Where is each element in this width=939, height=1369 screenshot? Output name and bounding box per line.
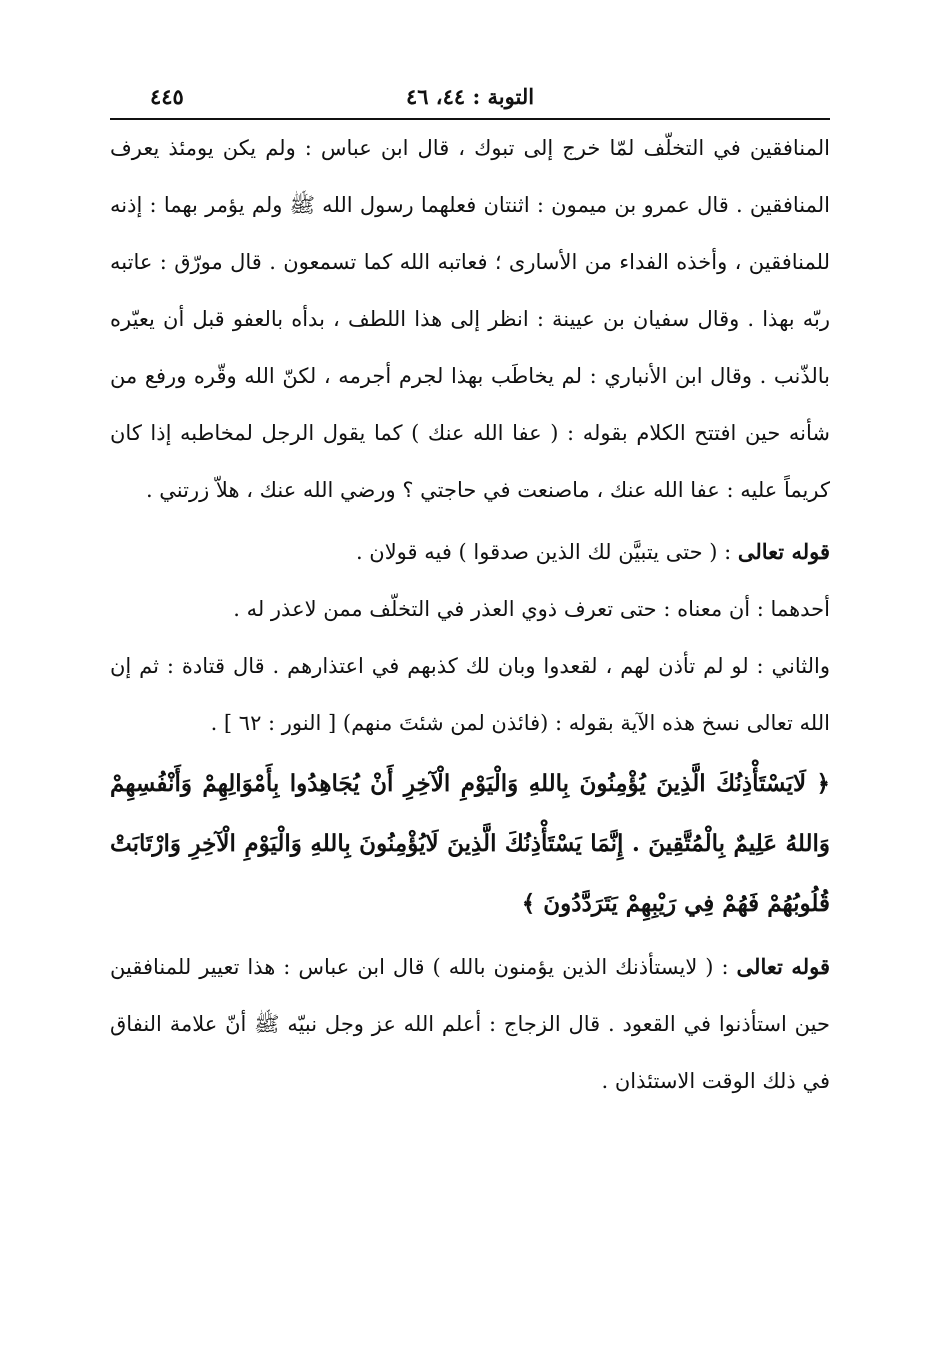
paragraph-second-opinion: والثاني : لو لم تأذن لهم ، لقعدوا وبان لك كذبهم في اعتذارهم . قال قتادة : ثم إن الله تعالى نسخ هذه الآية بقوله : (فائذن لمن شئتَ منهم) [ النور : ٦٢ ] . <box>110 654 830 735</box>
quran-verse: ﴿ لَايَسْتَأْذِنُكَ الَّذِينَ يُؤْمِنُونَ بِاللهِ وَالْيَوْمِ الْآخِرِ أَنْ يُجَاهِدُوا بِأَمْوَالِهِمْ وَأَنْفُسِهِمْ وَاللهُ عَلِيمٌ بِالْمُتَّقِينَ . إِنَّمَا يَسْتَأْذِنُكَ الَّذِينَ لَايُؤْمِنُونَ بِاللهِ وَالْيَوْمِ الْآخِرِ وَارْتَابَتْ قُلُوبُهُمْ فَهُمْ فِي رَيْبِهِمْ يَتَرَدَّدُونَ ﴾ <box>110 770 830 917</box>
paragraph-two-opinions-text: : ( حتى يتبيَّن لك الذين صدقوا ) فيه قولان . <box>355 540 732 564</box>
header-divider <box>110 118 830 120</box>
paragraph-tafsir-intro: المنافقين في التخلّف لمّا خرج إلى تبوك ، قال ابن عباس : ولم يكن يومئذ يعرف المنافقين . قال عمرو بن ميمون : اثنتان فعلهما رسول الله ﷺ ولم يؤمر بهما : إذنه للمنافقين ، وأخذه الفداء من الأسارى ؛ فعاتبه الله كما تسمعون . قال مورّق : عاتبه ربّه بهذا . وقال سفيان بن عيينة : انظر إلى هذا اللطف ، بدأه بالعفو قبل أن يعيّره بالذّنب . وقال ابن الأنباري : لم يخاطَب بهذا لجرم أجرمه ، لكنّ الله وقّره ورفع من شأنه حين افتتح الكلام بقوله : ( عفا الله عنك ) كما يقول الرجل لمخاطبه إذا كان كريماً عليه : عفا الله عنك ، ماصنعت في حاجتي ؟ ورضي الله عنك ، هلاّ زرتني . <box>110 136 830 502</box>
qawluhu-label: قوله تعالى <box>737 539 830 564</box>
page-number: ٤٤٥ <box>150 84 184 109</box>
paragraph-first-opinion: أحدهما : أن معناه : حتى تعرف ذوي العذر في التخلّف ممن لاعذر له . <box>233 597 830 621</box>
paragraph-verse-commentary <box>110 938 830 1110</box>
paragraph-two-opinions <box>110 523 830 581</box>
qawluhu-label: قوله تعالى <box>736 954 830 979</box>
paragraph-verse-commentary-text: : ( لايستأذنك الذين يؤمنون بالله ) قال ابن عباس : هذا تعيير للمنافقين حين استأذنوا في القعود . قال الزجاج : أعلم الله عز وجل نبيّه ﷺ أنّ علامة النفاق في ذلك الوقت الاستئذان . <box>110 955 830 1093</box>
page-header <box>110 70 830 120</box>
page-body <box>110 120 830 1110</box>
book-page <box>110 70 830 1300</box>
surah-reference: التوبة : ٤٤، ٤٦ <box>405 84 535 109</box>
